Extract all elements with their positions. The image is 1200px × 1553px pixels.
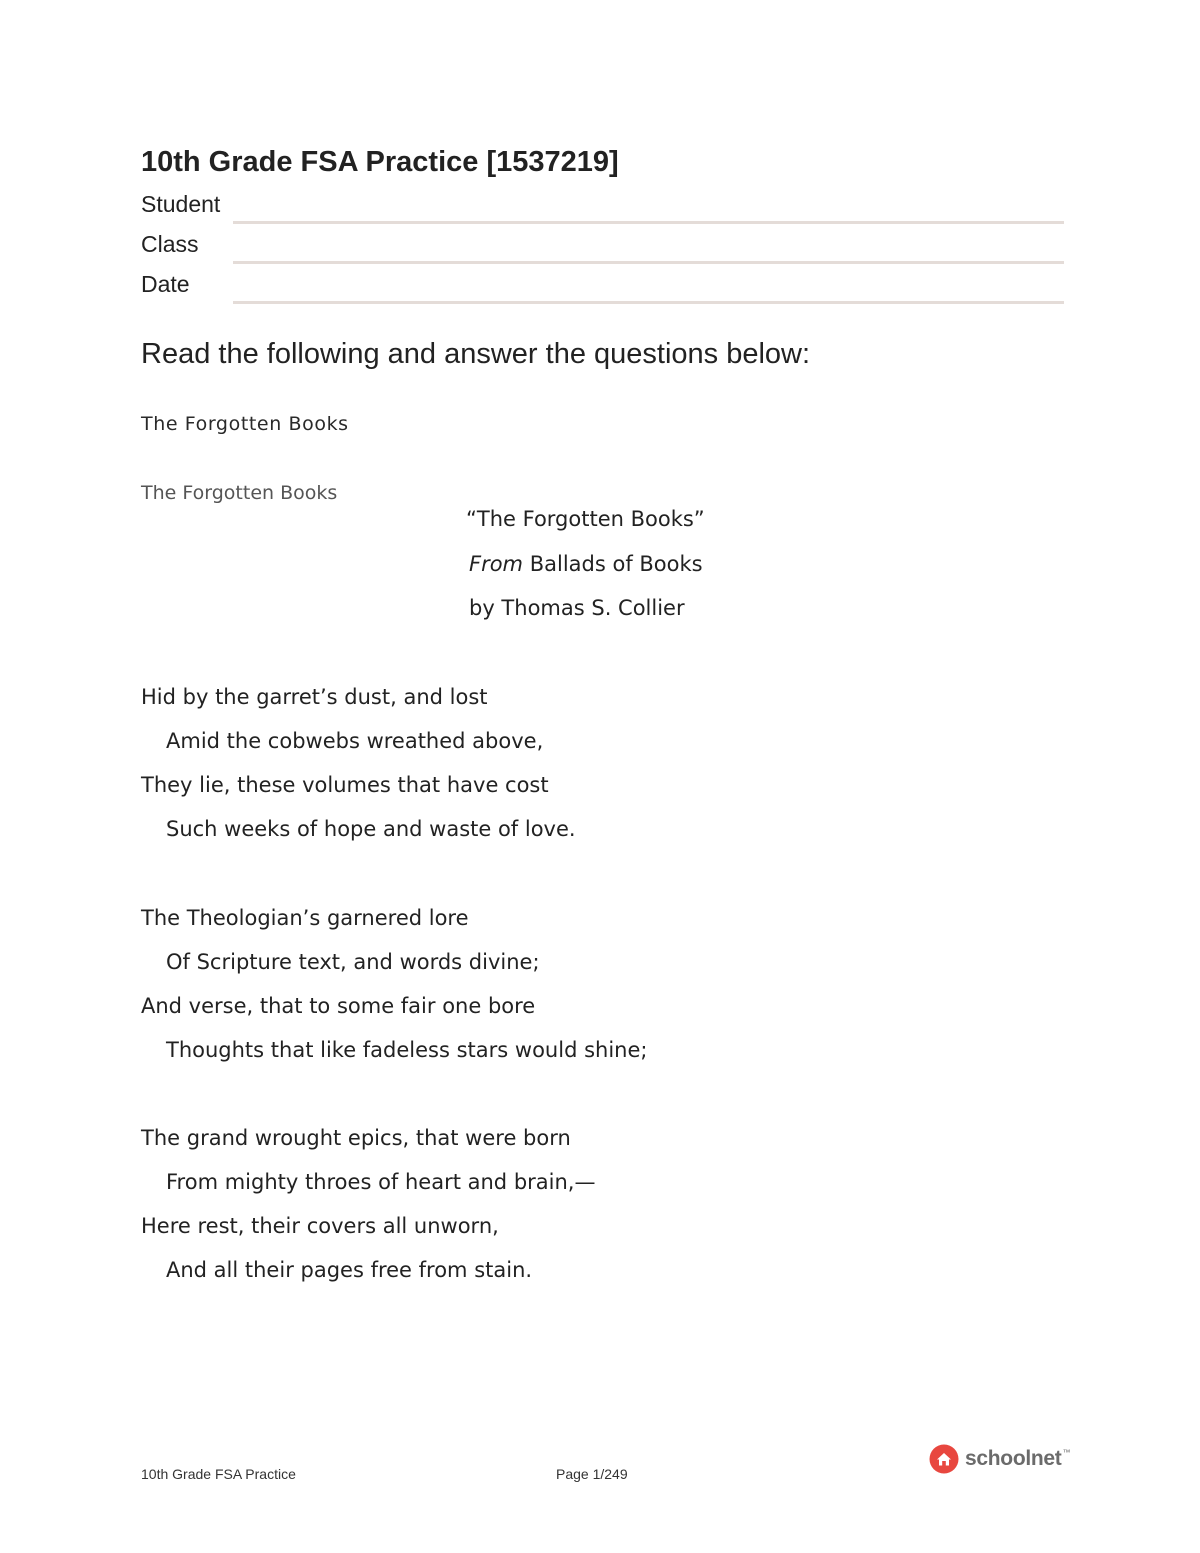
poem-line: They lie, these volumes that have cost xyxy=(141,773,549,797)
poem-line: The Theologian’s garnered lore xyxy=(141,906,469,930)
student-field[interactable] xyxy=(141,191,1064,231)
instructions: Read the following and answer the questions below: xyxy=(141,338,811,370)
footer-title: 10th Grade FSA Practice xyxy=(141,1466,296,1482)
class-line[interactable] xyxy=(233,261,1064,264)
from-word: From xyxy=(469,552,524,576)
passage-label: The Forgotten Books xyxy=(141,482,338,504)
poem-line: Such weeks of hope and waste of love. xyxy=(166,817,576,841)
page-title: 10th Grade FSA Practice [1537219] xyxy=(141,146,619,178)
logo-trademark: ™ xyxy=(1062,1447,1071,1457)
class-label: Class xyxy=(141,231,199,257)
schoolnet-logo xyxy=(929,1444,1075,1474)
student-label: Student xyxy=(141,191,221,217)
student-line[interactable] xyxy=(233,221,1064,224)
poem-line: From mighty throes of heart and brain,— xyxy=(166,1170,596,1194)
poem-line: And verse, that to some fair one bore xyxy=(141,994,536,1018)
date-field[interactable] xyxy=(141,271,1064,311)
class-field[interactable] xyxy=(141,231,1064,271)
logo-text: schoolnet xyxy=(965,1447,1062,1470)
poem-title: “The Forgotten Books” xyxy=(466,507,705,531)
poem-line: Hid by the garret’s dust, and lost xyxy=(141,685,488,709)
source-title: Ballads of Books xyxy=(523,552,703,576)
poem-line: Of Scripture text, and words divine; xyxy=(166,950,540,974)
date-label: Date xyxy=(141,271,190,297)
poem-line: Here rest, their covers all unworn, xyxy=(141,1214,499,1238)
poem-author: by Thomas S. Collier xyxy=(469,596,685,620)
poem-source xyxy=(469,552,703,576)
date-line[interactable] xyxy=(233,301,1064,304)
house-icon xyxy=(929,1444,959,1474)
page-number: Page 1/249 xyxy=(556,1466,628,1482)
poem-line: Thoughts that like fadeless stars would shine; xyxy=(166,1038,648,1062)
poem-line: Amid the cobwebs wreathed above, xyxy=(166,729,544,753)
section-title: The Forgotten Books xyxy=(141,413,349,435)
poem-line: And all their pages free from stain. xyxy=(166,1258,533,1282)
poem-line: The grand wrought epics, that were born xyxy=(141,1126,571,1150)
